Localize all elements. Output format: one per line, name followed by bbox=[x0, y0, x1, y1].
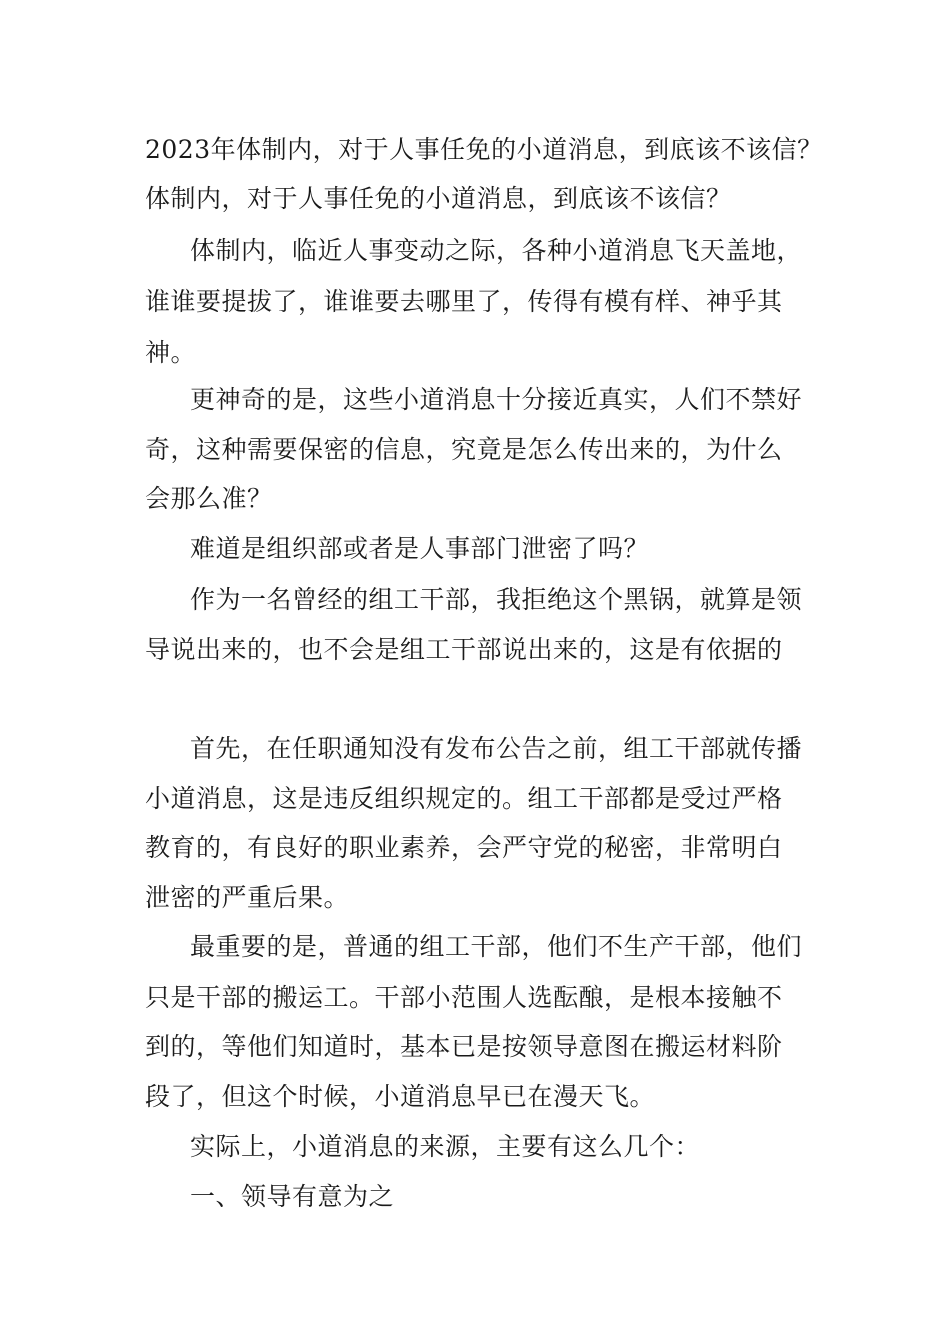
text-line: 更神奇的是，这些小道消息十分接近真实，人们不禁好 bbox=[190, 385, 803, 414]
document-title: 2023年体制内，对于人事任免的小道消息，到底该不该信？ bbox=[145, 135, 823, 164]
text-line: 会那么准？ bbox=[145, 484, 273, 513]
text-line: 教育的，有良好的职业素养，会严守党的秘密，非常明白 bbox=[145, 833, 783, 862]
text-line: 最重要的是，普通的组工干部，他们不生产干部，他们 bbox=[190, 932, 803, 961]
section-heading: 一、领导有意为之 bbox=[190, 1182, 395, 1211]
text-line: 难道是组织部或者是人事部门泄密了吗？ bbox=[190, 534, 650, 563]
text-line: 奇，这种需要保密的信息，究竟是怎么传出来的，为什么 bbox=[145, 435, 783, 464]
text-line: 只是干部的搬运工。干部小范围人选酝酿，是根本接触不 bbox=[145, 983, 783, 1012]
text-line: 小道消息，这是违反组织规定的。组工干部都是受过严格 bbox=[145, 784, 783, 813]
text-line: 首先，在任职通知没有发布公告之前，组工干部就传播 bbox=[190, 734, 803, 763]
text-line: 神。 bbox=[145, 338, 197, 367]
text-line: 体制内，临近人事变动之际，各种小道消息飞天盖地， bbox=[190, 236, 803, 265]
text-line: 实际上，小道消息的来源，主要有这么几个： bbox=[190, 1132, 701, 1161]
text-line: 到的，等他们知道时，基本已是按领导意图在搬运材料阶 bbox=[145, 1032, 783, 1061]
text-line: 导说出来的，也不会是组工干部说出来的，这是有依据的 bbox=[145, 635, 783, 664]
text-line: 谁谁要提拔了，谁谁要去哪里了，传得有模有样、神乎其 bbox=[145, 287, 783, 316]
text-line: 作为一名曾经的组工干部，我拒绝这个黑锅，就算是领 bbox=[190, 585, 803, 614]
text-line: 泄密的严重后果。 bbox=[145, 883, 350, 912]
document-subtitle: 体制内，对于人事任免的小道消息，到底该不该信？ bbox=[145, 184, 732, 213]
text-line: 段了，但这个时候，小道消息早已在漫天飞。 bbox=[145, 1082, 656, 1111]
